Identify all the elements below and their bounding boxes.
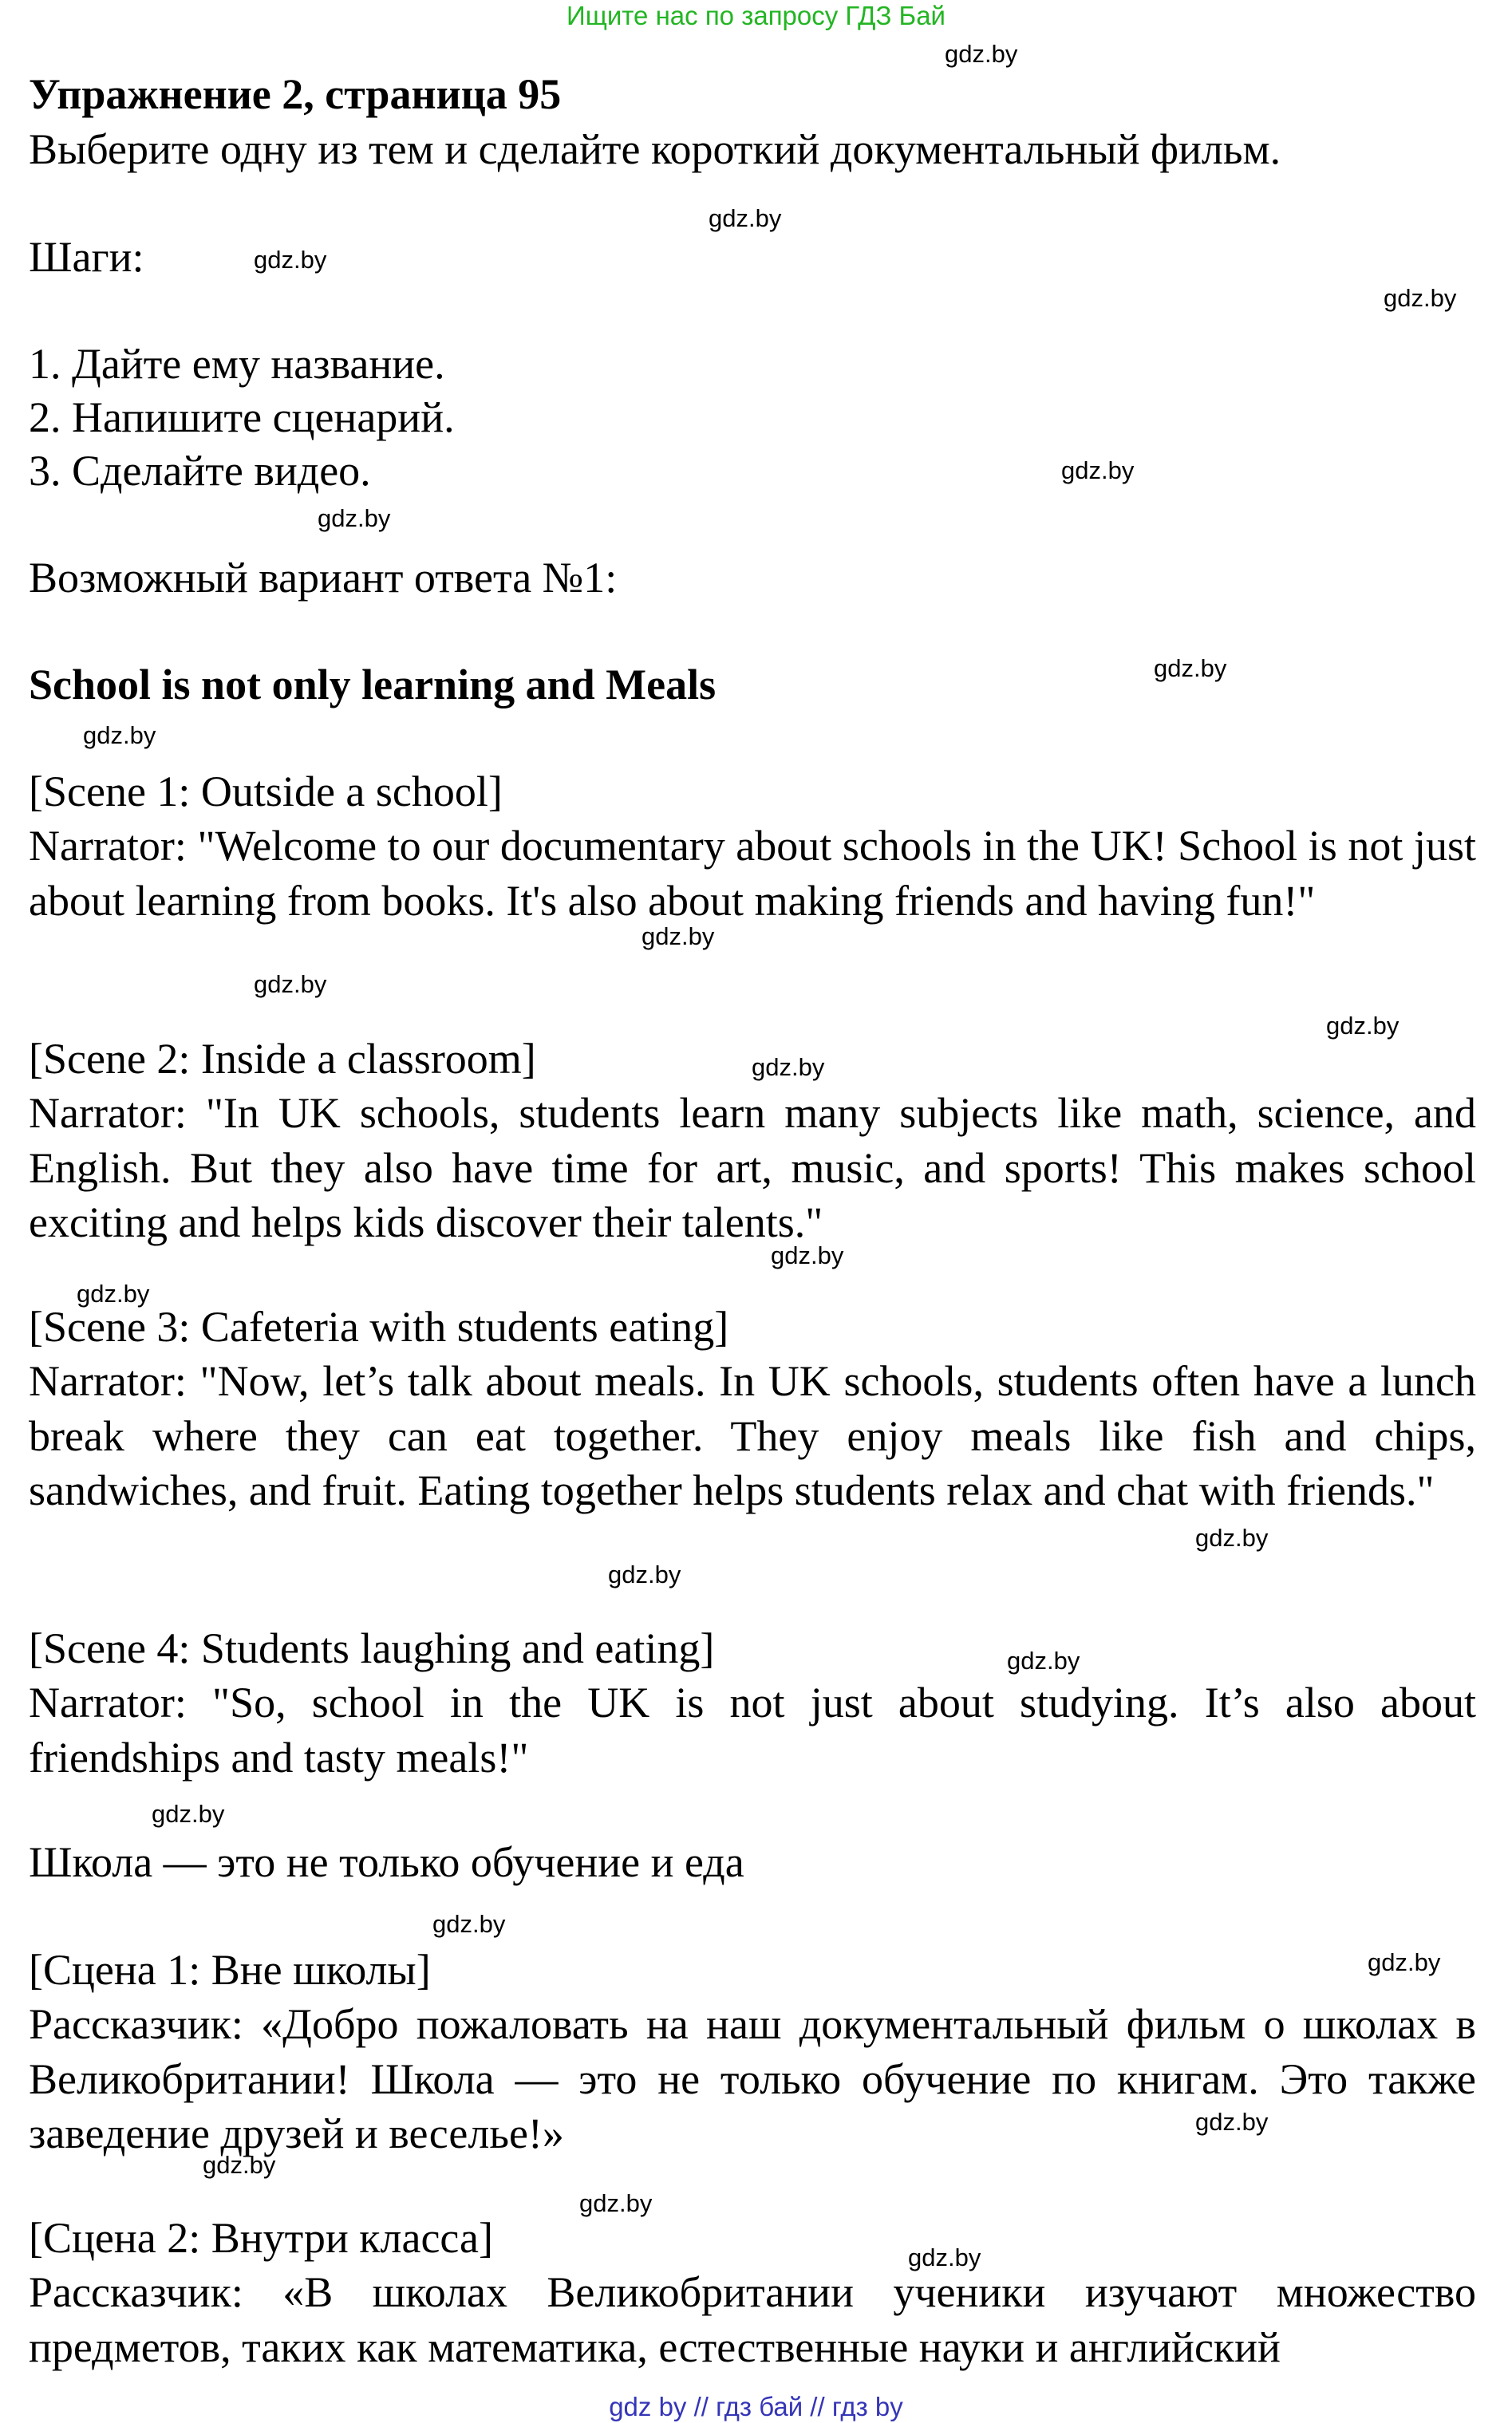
watermark: gdz.by xyxy=(1007,1647,1080,1675)
search-banner[interactable]: Ищите нас по запросу ГДЗ Бай xyxy=(567,1,945,30)
watermark: gdz.by xyxy=(1368,1948,1441,1976)
watermark: gdz.by xyxy=(203,2151,276,2179)
exercise-title: Упражнение 2, страница 95 xyxy=(29,70,562,118)
english-title: School is not only learning and Meals xyxy=(29,661,717,708)
scene-text: Narrator: "So, school in the UK is not just about studying. It’s also about friendships and tasty meals!" xyxy=(29,1679,1476,1782)
scene-heading: [Scene 4: Students laughing and eating] xyxy=(29,1624,715,1672)
task-text: Выберите одну из тем и сделайте короткий документальный фильм. xyxy=(29,125,1281,173)
variant-label: Возможный вариант ответа №1: xyxy=(29,554,618,602)
scene-heading: [Сцена 1: Вне школы] xyxy=(29,1946,431,1994)
step-item: 3. Сделайте видео. xyxy=(29,447,371,495)
watermark: gdz.by xyxy=(1154,654,1227,682)
watermark: gdz.by xyxy=(608,1561,681,1588)
step-item: 2. Напишите сценарий. xyxy=(29,393,455,441)
watermark: gdz.by xyxy=(1195,1524,1269,1552)
steps-label: Шаги: xyxy=(29,233,144,281)
watermark: gdz.by xyxy=(771,1241,844,1269)
watermark: gdz.by xyxy=(642,922,715,950)
scene-text: Рассказчик: «В школах Великобритании ученики изучают множество предметов, таких как математика, естественные науки и английский xyxy=(29,2268,1476,2371)
watermark: gdz.by xyxy=(1195,2108,1269,2136)
scene-heading: [Scene 2: Inside a classroom] xyxy=(29,1035,536,1083)
scene-heading: [Scene 1: Outside a school] xyxy=(29,768,503,815)
scene-heading: [Scene 3: Cafeteria with students eating] xyxy=(29,1303,729,1351)
scene-text: Narrator: "Now, let’s talk about meals. In UK schools, students often have a lunch break where they can eat together. They enjoy meals like fish and chips, sandwiches, and fruit. Eating together helps students relax and chat with friends." xyxy=(29,1357,1476,1514)
watermark: gdz.by xyxy=(152,1800,225,1828)
watermark: gdz.by xyxy=(579,2189,653,2217)
watermark: gdz.by xyxy=(77,1280,150,1308)
scene-text: Narrator: "In UK schools, students learn many subjects like math, science, and English. But they also have time for art, music, and sports! This makes school exciting and helps kids discover their talents." xyxy=(29,1089,1476,1246)
watermark: gdz.by xyxy=(1061,456,1135,484)
watermark: gdz.by xyxy=(1326,1012,1399,1040)
scene-text: Narrator: "Welcome to our documentary about schools in the UK! School is not just about learning from books. It's also about making friends and having fun!" xyxy=(29,822,1476,925)
watermark: gdz.by xyxy=(254,246,327,274)
watermark: gdz.by xyxy=(709,204,782,232)
watermark: gdz.by xyxy=(432,1910,506,1938)
watermark: gdz.by xyxy=(908,2243,981,2271)
watermark: gdz.by xyxy=(945,40,1018,68)
russian-title: Школа — это не только обучение и еда xyxy=(29,1838,744,1886)
watermark: gdz.by xyxy=(254,970,327,998)
watermark: gdz.by xyxy=(318,504,391,532)
watermark: gdz.by xyxy=(1384,284,1457,312)
scene-heading: [Сцена 2: Внутри класса] xyxy=(29,2214,494,2262)
watermark: gdz.by xyxy=(83,721,156,749)
watermark: gdz.by xyxy=(752,1053,825,1081)
footer-banner[interactable]: gdz by // гдз бай // гдз by xyxy=(609,2392,903,2421)
scene-text: Рассказчик: «Добро пожаловать на наш документальный фильм о школах в Великобритании! Школа — это не только обучение по книгам. Это также заведение друзей и веселье!» xyxy=(29,2000,1476,2157)
step-item: 1. Дайте ему название. xyxy=(29,340,445,388)
